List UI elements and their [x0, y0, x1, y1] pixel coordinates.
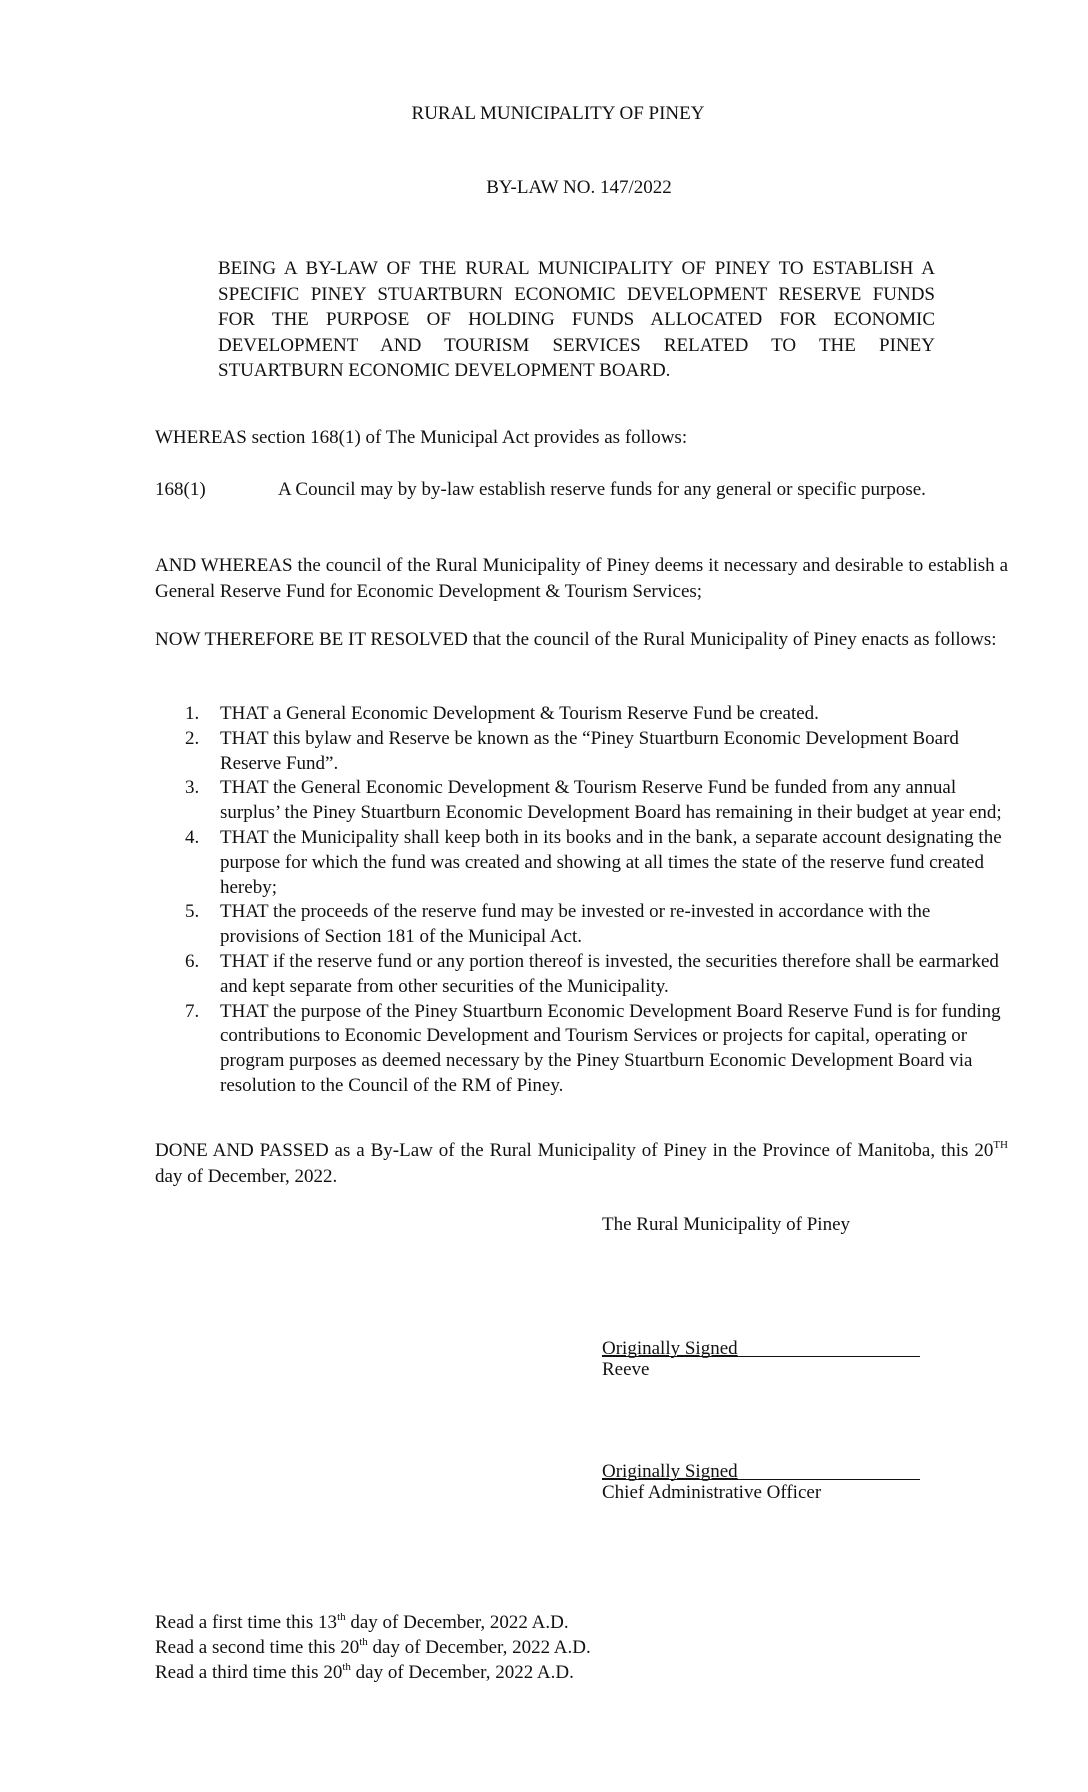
list-item: [155, 702, 1008, 727]
list-item: [155, 950, 1008, 1000]
clause-text: THAT the Municipality shall keep both in its books and in the bank, a separate account designating the purpose for which the fund was created and showing at all times the state of the reserve fund created hereby;: [220, 826, 1002, 898]
municipality-heading: RURAL MUNICIPALITY OF PINEY: [411, 103, 705, 124]
clause-number: 3.: [185, 777, 200, 799]
list-item: [155, 776, 1008, 826]
section-number: 168(1): [155, 479, 206, 500]
reading-line-third: [155, 1660, 591, 1685]
list-item: [155, 1000, 1008, 1099]
reading-text: Read a second time this 20: [155, 1637, 360, 1658]
ordinal-suffix: TH: [993, 1139, 1008, 1151]
clause-text: THAT if the reserve fund or any portion thereof is invested, the securities therefore shall be earmarked and kept separate from other securities of the Municipality.: [220, 950, 999, 997]
now-therefore-paragraph: NOW THEREFORE BE IT RESOLVED that the council of the Rural Municipality of Piney enacts as follows:: [155, 629, 997, 650]
cao-title: Chief Administrative Officer: [602, 1482, 822, 1503]
list-item: [155, 900, 1008, 950]
clause-text: THAT the purpose of the Piney Stuartburn Economic Development Board Reserve Fund is for funding contributions to Economic Development and Tourism Services or projects for capital, operating or program purposes as deemed necessary by the Piney Stuartburn Economic Development Board via resolution to the Council of the RM of Piney.: [220, 1000, 1001, 1096]
reading-date: day of December, 2022 A.D.: [345, 1612, 569, 1633]
ordinal-suffix: th: [337, 1611, 346, 1623]
reeve-signature-block: [602, 1332, 920, 1382]
section-text: A Council may by by-law establish reserve funds for any general or specific purpose.: [278, 479, 926, 500]
reeve-signed-text: Originally Signed: [602, 1338, 738, 1359]
clause-text: THAT a General Economic Development & Tourism Reserve Fund be created.: [220, 703, 819, 724]
reading-text: Read a third time this 20: [155, 1662, 343, 1683]
reading-text: Read a first time this 13: [155, 1612, 338, 1633]
done-and-passed-paragraph: [155, 1138, 1008, 1189]
clause-number: 5.: [185, 901, 200, 923]
list-item: [155, 727, 1008, 777]
clause-number: 7.: [185, 1000, 200, 1022]
reeve-title: Reeve: [602, 1359, 650, 1380]
ordinal-suffix: th: [359, 1636, 368, 1648]
reading-line-second: [155, 1635, 591, 1660]
clause-number: 2.: [185, 727, 200, 749]
quoted-section: [155, 477, 1008, 503]
done-passed-text: DONE AND PASSED as a By-Law of the Rural Municipality of Piney in the Province of Manitoba, this 20: [155, 1140, 994, 1161]
ordinal-suffix: th: [342, 1661, 351, 1673]
done-passed-date: day of December, 2022.: [155, 1165, 338, 1187]
clause-text: THAT the proceeds of the reserve fund may be invested or re-invested in accordance with the provisions of Section 181 of the Municipal Act.: [220, 901, 931, 948]
clause-text: THAT the General Economic Development & Tourism Reserve Fund be funded from any annual surplus’ the Piney Stuartburn Economic Development Board has remaining in their budget at year end;: [220, 777, 1002, 824]
reading-line-first: [155, 1610, 591, 1635]
reading-date: day of December, 2022 A.D.: [350, 1662, 574, 1683]
preamble-paragraph: BEING A BY-LAW OF THE RURAL MUNICIPALITY OF PINEY TO ESTABLISH A SPECIFIC PINEY STUARTBURN ECONOMIC DEVELOPMENT RESERVE FUNDS FOR THE PURPOSE OF HOLDING FUNDS ALLOCATED FOR ECONOMIC DEVELOPMENT AND TOURISM SERVICES RELATED TO THE PINEY STUARTBURN ECONOMIC DEVELOPMENT BOARD.: [218, 258, 935, 381]
clause-number: 6.: [185, 950, 200, 972]
whereas-paragraph: WHEREAS section 168(1) of The Municipal Act provides as follows:: [155, 427, 688, 448]
clause-number: 4.: [185, 826, 200, 848]
reading-date: day of December, 2022 A.D.: [367, 1637, 591, 1658]
signature-line: [602, 1455, 920, 1480]
clause-text: THAT this bylaw and Reserve be known as the “Piney Stuartburn Economic Development Board Reserve Fund”.: [220, 727, 959, 774]
cao-signed-text: Originally Signed: [602, 1461, 738, 1482]
clauses-list: [155, 702, 1008, 1099]
bylaw-number-heading: BY-LAW NO. 147/2022: [486, 177, 672, 198]
clause-number: 1.: [185, 703, 200, 724]
signature-line: [602, 1332, 920, 1357]
signatory-municipality: The Rural Municipality of Piney: [602, 1214, 851, 1235]
readings-block: [155, 1610, 591, 1685]
cao-signature-block: [602, 1455, 920, 1505]
and-whereas-paragraph: AND WHEREAS the council of the Rural Municipality of Piney deems it necessary and desirable to establish a General Reserve Fund for Economic Development & Tourism Services;: [155, 555, 1008, 602]
list-item: [155, 826, 1008, 900]
